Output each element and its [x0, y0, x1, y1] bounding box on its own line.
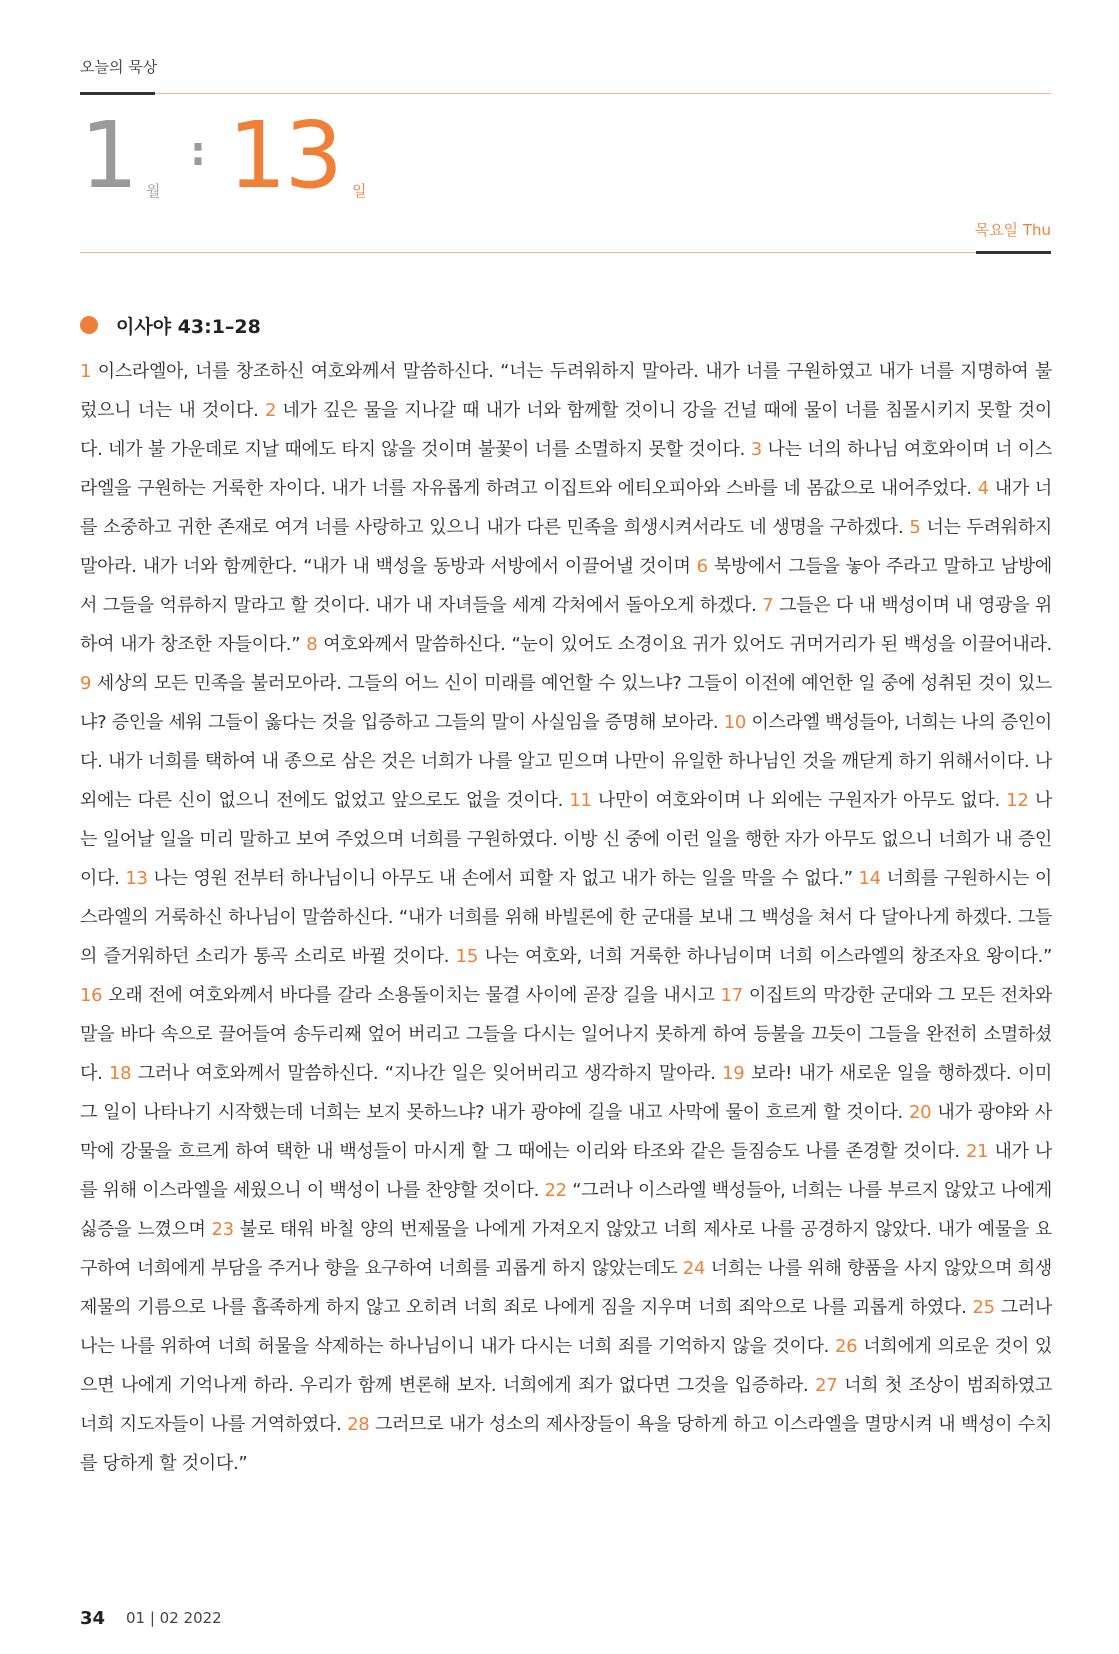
- verse-number: 11: [569, 790, 592, 811]
- verse-number: 4: [977, 478, 989, 499]
- verse-text: 나는 일어날 일을 미리 말하고 보여 주었으며 너희를 구원하였다. 이방 신 중에 이런 일을 행한 자가 아무도 없으니 너희가 내 증인이다.: [80, 790, 1052, 889]
- date-display: [80, 102, 500, 210]
- verse-text: 북방에서 그들을 놓아 주라고 말하고 남방에서 그들을 억류하지 말라고 할 것이다. 내가 내 자녀들을 세계 각처에서 돌아오게 하겠다.: [80, 556, 1052, 616]
- verse-text: 내가 광야와 사막에 강물을 흐르게 하여 택한 내 백성들이 마시게 할 그 때에는 이리와 타조와 같은 들짐승도 나를 존경할 것이다.: [80, 1102, 1052, 1162]
- verse-number: 19: [722, 1063, 745, 1084]
- verse-text: 너희는 나를 위해 향품을 사지 않았으며 희생제물의 기름으로 나를 흡족하게 하지 않고 오히려 너희 죄로 나에게 짐을 지우며 너희 죄악으로 나를 괴롭게 하였다.: [80, 1258, 1052, 1318]
- verse-number: 23: [211, 1219, 234, 1240]
- verse-number: 12: [1006, 790, 1029, 811]
- verse-text: 여호와께서 말씀하신다. “눈이 있어도 소경이요 귀가 있어도 귀머거리가 된 백성을 이끌어내라.: [317, 634, 1052, 655]
- verse-text: 세상의 모든 민족을 불러모아라. 그들의 어느 신이 미래를 예언할 수 있느냐? 그들이 이전에 예언한 일 중에 성취된 것이 있느냐? 증인을 세워 그들이 옳다는 것을 입증하고 그들의 말이 사실임을 증명해 보아라.: [80, 673, 1052, 733]
- verse-text: 너희에게 의로운 것이 있으면 나에게 기억나게 하라. 우리가 함께 변론해 보자. 너희에게 죄가 없다면 그것을 입증하라.: [80, 1336, 1052, 1396]
- day-unit: 일: [352, 182, 367, 200]
- verse-text: 나는 여호와, 너희 거룩한 하나님이며 너희 이스라엘의 창조자요 왕이다.”: [477, 946, 1052, 967]
- verse-text: “그러나 이스라엘 백성들아, 너희는 나를 부르지 않았고 나에게 싫증을 느꼈으며: [80, 1180, 1053, 1240]
- verse-text: 그러나 나는 나를 위하여 너희 허물을 삭제하는 하나님이니 내가 다시는 너희 죄를 기억하지 않을 것이다.: [80, 1297, 1053, 1357]
- verse-text: 나는 영원 전부터 하나님이니 아무도 내 손에서 피할 자 없고 내가 하는 일을 막을 수 없다.”: [147, 868, 859, 889]
- verse-text: 이집트의 막강한 군대와 그 모든 전차와 말을 바다 속으로 끌어들여 송두리째 엎어 버리고 그들을 다시는 일어나지 못하게 하여 등불을 끄듯이 그들을 완전히 소멸하셨다.: [80, 985, 1052, 1084]
- month-number: 1: [80, 102, 137, 209]
- date-separator: :: [190, 129, 206, 175]
- verse-number: 13: [125, 868, 148, 889]
- verse-number: 24: [682, 1258, 706, 1279]
- verse-text: 그러나 여호와께서 말씀하신다. “지나간 일은 잊어버리고 생각하지 말아라.: [131, 1063, 723, 1084]
- verse-number: 25: [972, 1297, 995, 1318]
- passage-reference: 이사야 43:1–28: [116, 316, 261, 338]
- verse-number: 15: [455, 946, 478, 967]
- verse-number: 28: [347, 1414, 370, 1435]
- verse-number: 8: [306, 634, 318, 655]
- weekday-label: 목요일 Thu: [974, 221, 1051, 239]
- verse-number: 9: [80, 673, 92, 694]
- verse-text: 이스라엘아, 너를 창조하신 여호와께서 말씀하신다. “너는 두려워하지 말아라. 내가 너를 구원하였고 내가 너를 지명하여 불렀으니 너는 내 것이다.: [80, 361, 1052, 421]
- verse-text: 오래 전에 여호와께서 바다를 갈라 소용돌이치는 물결 사이에 곧장 길을 내시고: [102, 985, 721, 1006]
- verse-text: 나는 너의 하나님 여호와이며 너 이스라엘을 구원하는 거룩한 자이다. 내가 너를 자유롭게 하려고 이집트와 에티오피아와 스바를 네 몸값으로 내어주었다.: [80, 439, 1052, 499]
- verse-number: 21: [966, 1141, 989, 1162]
- date-rule-dark: [976, 251, 1051, 254]
- day-number: 13: [228, 102, 342, 209]
- verse-text: 이스라엘 백성들아, 너희는 나의 증인이다. 내가 너희를 택하여 내 종으로 삼은 것은 너희가 나를 알고 믿으며 나만이 유일한 하나님인 것을 깨닫게 하기 위해서이다. 나 외에는 다른 신이 없으니 전에도 없었고 앞으로도 없을 것이다.: [80, 712, 1053, 811]
- verse-number: 16: [80, 985, 103, 1006]
- header-rule-light: [155, 93, 1051, 94]
- header-rule-dark: [80, 92, 155, 95]
- verse-text: 그들은 다 내 백성이며 내 영광을 위하여 내가 창조한 자들이다.”: [80, 595, 1052, 655]
- issue-date: 01 | 02 2022: [126, 1609, 222, 1627]
- verse-text: 너희를 구원하시는 이스라엘의 거룩하신 하나님이 말씀하신다. “내가 너희를 위해 바빌론에 한 군대를 보내 그 백성을 쳐서 다 달아나게 하겠다. 그들의 즐거워하던 소리가 통곡 소리로 바뀔 것이다.: [80, 868, 1052, 967]
- month-unit: 월: [146, 182, 161, 200]
- verse-number: 22: [544, 1180, 567, 1201]
- verse-text: 그러므로 내가 성소의 제사장들이 욕을 당하게 하고 이스라엘을 멸망시켜 내 백성이 수치를 당하게 할 것이다.”: [80, 1414, 1052, 1474]
- verse-text: 너희 첫 조상이 범죄하였고 너희 지도자들이 나를 거역하였다.: [80, 1375, 1053, 1435]
- verse-number: 17: [720, 985, 743, 1006]
- verse-number: 10: [723, 712, 747, 733]
- verse-number: 5: [909, 517, 921, 538]
- verse-text: 보라! 내가 새로운 일을 행하겠다. 이미 그 일이 나타나기 시작했는데 너희는 보지 못하느냐? 내가 광야에 길을 내고 사막에 물이 흐르게 할 것이다.: [80, 1063, 1053, 1123]
- verse-text: 너는 두려워하지 말아라. 내가 너와 함께한다. “내가 내 백성을 동방과 서방에서 이끌어낼 것이며: [80, 517, 1052, 577]
- verse-number: 20: [909, 1102, 932, 1123]
- verse-number: 2: [264, 400, 277, 421]
- scripture-text: [80, 352, 1052, 1483]
- verse-number: 18: [109, 1063, 132, 1084]
- verse-number: 27: [815, 1375, 838, 1396]
- verse-number: 3: [750, 439, 762, 460]
- date-rule-light: [80, 252, 976, 253]
- verse-text: 내가 나를 위해 이스라엘을 세웠으니 이 백성이 나를 찬양할 것이다.: [80, 1141, 1053, 1201]
- verse-number: 14: [858, 868, 881, 889]
- section-label: 오늘의 묵상: [80, 58, 158, 76]
- bullet-dot-icon: [80, 316, 98, 334]
- verse-text: 네가 깊은 물을 지나갈 때 내가 너와 함께할 것이니 강을 건널 때에 물이 너를 침몰시키지 못할 것이다. 네가 불 가운데로 지날 때에도 타지 않을 것이며 불꽃이 너를 소멸하지 못할 것이다.: [80, 400, 1052, 460]
- verse-number: 6: [696, 556, 708, 577]
- verse-text: 나만이 여호와이며 나 외에는 구원자가 아무도 없다.: [591, 790, 1007, 811]
- verse-number: 7: [762, 595, 774, 616]
- verse-text: 내가 너를 소중하고 귀한 존재로 여겨 너를 사랑하고 있으니 내가 다른 민족을 희생시켜서라도 네 생명을 구하겠다.: [80, 478, 1052, 538]
- verse-text: 불로 태워 바칠 양의 번제물을 나에게 가져오지 않았고 너희 제사로 나를 공경하지 않았다. 내가 예물을 요구하여 너희에게 부담을 주거나 향을 요구하여 너희를 괴롭게 하지 않았는데도: [80, 1219, 1052, 1279]
- verse-number: 26: [835, 1336, 858, 1357]
- verse-number: 1: [80, 361, 92, 382]
- page-number: 34: [80, 1608, 106, 1629]
